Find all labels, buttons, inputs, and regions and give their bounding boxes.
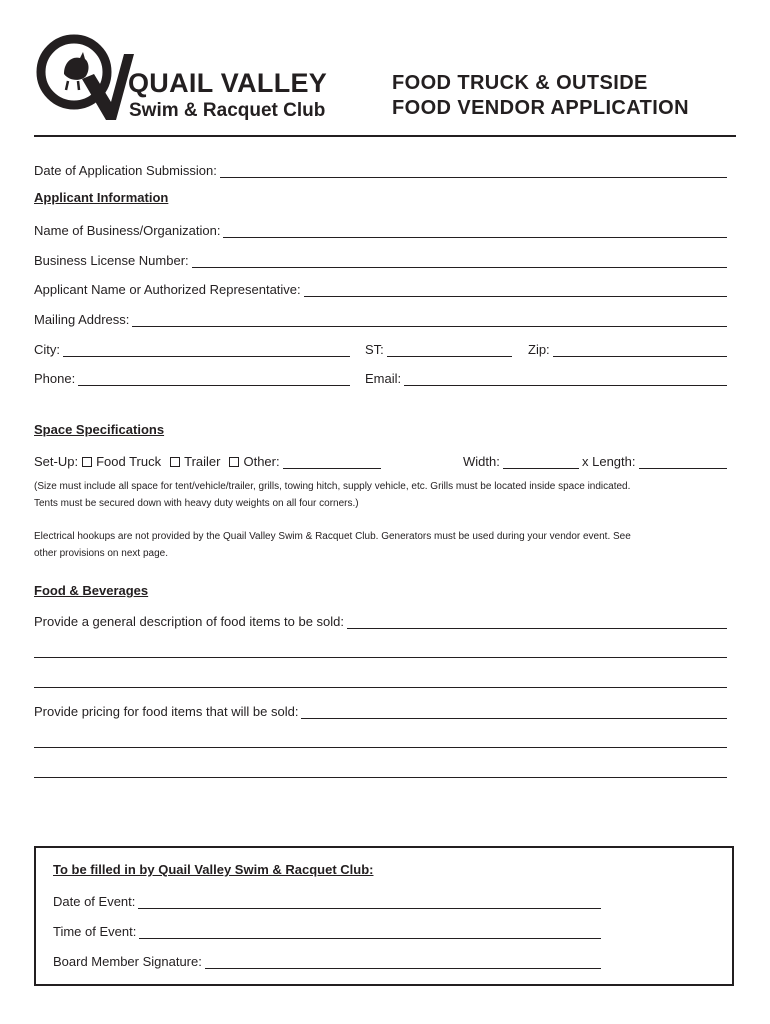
pricing-label: Provide pricing for food items that will be sold:	[34, 704, 299, 719]
food-description-line[interactable]	[347, 616, 727, 629]
zip-line[interactable]	[553, 344, 727, 357]
pricing-field[interactable]	[34, 701, 727, 719]
business-name-line[interactable]	[223, 225, 727, 238]
qv-emblem-icon	[34, 34, 134, 124]
state-line[interactable]	[387, 344, 512, 357]
setup-field[interactable]	[34, 451, 381, 469]
email-field[interactable]	[365, 368, 727, 386]
food-description-label: Provide a general description of food items to be sold:	[34, 614, 345, 629]
zip-label: Zip:	[528, 342, 550, 357]
email-label: Email:	[365, 371, 402, 386]
electrical-note-line-2: other provisions on next page.	[34, 548, 168, 559]
other-checkbox[interactable]	[229, 457, 239, 467]
electrical-note-line-1: Electrical hookups are not provided by the Quail Valley Swim & Racquet Club. Generators must be used during your vendor event. See	[34, 531, 631, 542]
mailing-field[interactable]	[34, 309, 727, 327]
business-name-label: Name of Business/Organization:	[34, 223, 221, 238]
business-name-field[interactable]	[34, 220, 727, 238]
city-line[interactable]	[63, 344, 350, 357]
phone-label: Phone:	[34, 371, 76, 386]
state-field[interactable]	[365, 339, 512, 357]
office-heading: To be filled in by Quail Valley Swim & Racquet Club:	[53, 862, 374, 877]
event-time-label: Time of Event:	[53, 924, 137, 939]
length-line[interactable]	[639, 456, 728, 469]
state-label: ST:	[365, 342, 384, 357]
signature-label: Board Member Signature:	[53, 954, 202, 969]
form-title-line-2: FOOD VENDOR APPLICATION	[392, 97, 689, 119]
food-description-field[interactable]	[34, 611, 727, 629]
signature-line[interactable]	[205, 956, 601, 969]
signature-field[interactable]	[53, 951, 601, 969]
pricing-line-2[interactable]	[34, 747, 727, 748]
date-submission-field[interactable]	[34, 160, 727, 178]
representative-field[interactable]	[34, 279, 727, 297]
space-heading: Space Specifications	[34, 422, 165, 437]
food-description-line-3[interactable]	[34, 687, 727, 688]
office-use-box	[34, 846, 734, 986]
date-submission-line[interactable]	[220, 165, 727, 178]
event-time-field[interactable]	[53, 921, 601, 939]
mailing-line[interactable]	[132, 314, 727, 327]
other-option: Other:	[243, 454, 280, 469]
representative-line[interactable]	[304, 284, 727, 297]
event-date-field[interactable]	[53, 891, 601, 909]
club-name: QUAIL VALLEY	[128, 68, 328, 98]
license-line[interactable]	[192, 255, 727, 268]
size-note-line-2: Tents must be secured down with heavy duty weights on all four corners.)	[34, 498, 359, 509]
width-line[interactable]	[503, 456, 579, 469]
club-subtitle: Swim & Racquet Club	[129, 100, 326, 121]
phone-field[interactable]	[34, 368, 350, 386]
width-label: Width:	[463, 454, 500, 469]
city-label: City:	[34, 342, 60, 357]
pricing-line-3[interactable]	[34, 777, 727, 778]
representative-label: Applicant Name or Authorized Representative:	[34, 282, 301, 297]
length-label: x Length:	[582, 454, 636, 469]
other-line[interactable]	[283, 456, 381, 469]
food-description-line-2[interactable]	[34, 657, 727, 658]
electrical-note	[34, 528, 734, 562]
trailer-checkbox[interactable]	[170, 457, 180, 467]
event-date-line[interactable]	[138, 896, 601, 909]
food-truck-option: Food Truck	[96, 454, 162, 469]
zip-field[interactable]	[528, 339, 727, 357]
license-label: Business License Number:	[34, 253, 189, 268]
header-divider	[34, 135, 736, 137]
form-title-line-1: FOOD TRUCK & OUTSIDE	[392, 72, 648, 94]
date-submission-label: Date of Application Submission:	[34, 163, 217, 178]
setup-label: Set-Up:	[34, 454, 79, 469]
email-line[interactable]	[404, 373, 727, 386]
trailer-option: Trailer	[184, 454, 221, 469]
mailing-label: Mailing Address:	[34, 312, 130, 327]
event-time-line[interactable]	[139, 926, 601, 939]
license-field[interactable]	[34, 250, 727, 268]
size-note-line-1: (Size must include all space for tent/vehicle/trailer, grills, towing hitch, supply vehicle, etc. Grills must be located inside space indicated.	[34, 481, 631, 492]
event-date-label: Date of Event:	[53, 894, 136, 909]
applicant-heading: Applicant Information	[34, 190, 169, 205]
food-truck-checkbox[interactable]	[82, 457, 92, 467]
length-field[interactable]	[582, 451, 727, 469]
city-field[interactable]	[34, 339, 350, 357]
food-heading: Food & Beverages	[34, 583, 149, 598]
pricing-line[interactable]	[301, 706, 727, 719]
size-note	[34, 478, 734, 512]
width-field[interactable]	[463, 451, 579, 469]
phone-line[interactable]	[78, 373, 350, 386]
